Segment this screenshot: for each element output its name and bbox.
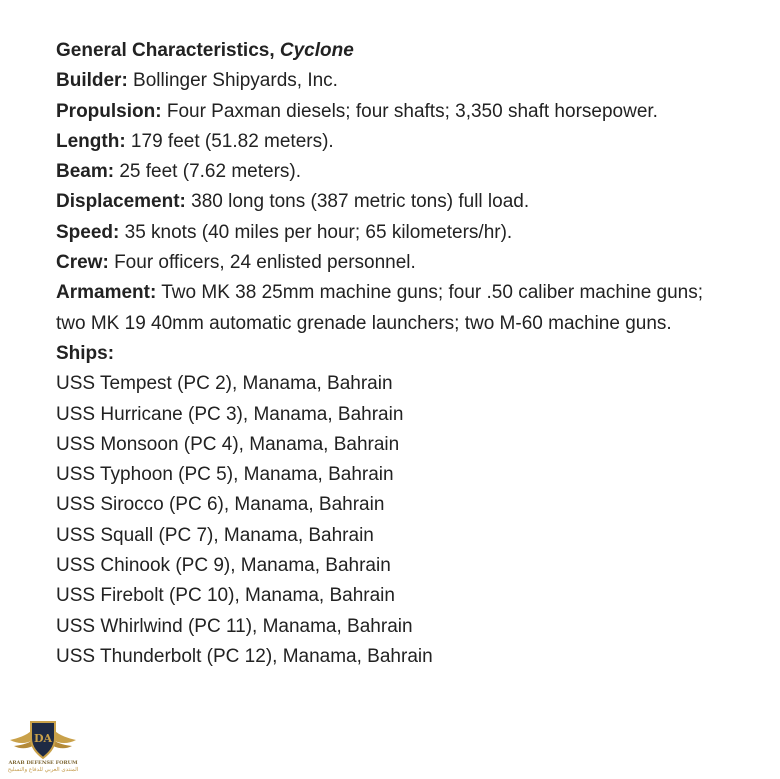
spec-value: 25 feet (7.62 meters). xyxy=(114,161,301,183)
spec-label: Builder: xyxy=(56,70,128,92)
list-item: USS Chinook (PC 9), Manama, Bahrain xyxy=(56,555,391,577)
logo-subtitle: المنتدى العربي للدفاع والتسليح xyxy=(7,767,79,773)
spec-beam xyxy=(56,157,736,187)
spec-builder xyxy=(56,66,736,96)
logo-initials: DA xyxy=(33,732,53,745)
list-item: USS Sirocco (PC 6), Manama, Bahrain xyxy=(56,494,385,516)
list-item: USS Squall (PC 7), Manama, Bahrain xyxy=(56,524,374,546)
watermark-logo xyxy=(2,716,84,778)
heading xyxy=(56,36,736,66)
spec-label: Armament: xyxy=(56,282,157,304)
list-item: USS Typhoon (PC 5), Manama, Bahrain xyxy=(56,464,394,486)
spec-label: Displacement: xyxy=(56,191,186,213)
logo-name: ARAB DEFENSE FORUM xyxy=(8,760,78,766)
list-item: USS Hurricane (PC 3), Manama, Bahrain xyxy=(56,403,404,425)
spec-value: 179 feet (51.82 meters). xyxy=(125,130,334,152)
spec-label: Beam: xyxy=(56,161,115,183)
spec-value: 35 knots (40 miles per hour; 65 kilometers/hr). xyxy=(119,221,513,243)
spec-label: Speed: xyxy=(56,221,120,243)
heading-prefix: General Characteristics, xyxy=(56,40,280,61)
spec-value: Bollinger Shipyards, Inc. xyxy=(127,70,338,92)
heading-class-name: Cyclone xyxy=(279,40,354,61)
spec-value: 380 long tons (387 metric tons) full load. xyxy=(185,191,530,213)
spec-displacement xyxy=(56,187,736,217)
spec-value: Four Paxman diesels; four shafts; 3,350 shaft horsepower. xyxy=(161,100,658,122)
ship-characteristics xyxy=(56,36,736,672)
winged-shield-logo-icon xyxy=(2,716,84,762)
ships-label: Ships: xyxy=(56,342,115,364)
spec-length xyxy=(56,127,736,157)
spec-label: Propulsion: xyxy=(56,100,162,122)
spec-armament xyxy=(56,278,736,339)
spec-label: Length: xyxy=(56,130,126,152)
spec-value: Four officers, 24 enlisted personnel. xyxy=(108,252,416,274)
list-item: USS Whirlwind (PC 11), Manama, Bahrain xyxy=(56,615,413,637)
list-item: USS Monsoon (PC 4), Manama, Bahrain xyxy=(56,433,400,455)
list-item: USS Tempest (PC 2), Manama, Bahrain xyxy=(56,373,393,395)
spec-propulsion xyxy=(56,97,736,127)
list-item: USS Thunderbolt (PC 12), Manama, Bahrain xyxy=(56,645,433,667)
spec-speed xyxy=(56,218,736,248)
list-item: USS Firebolt (PC 10), Manama, Bahrain xyxy=(56,585,395,607)
spec-label: Crew: xyxy=(56,252,109,274)
spec-value: Two MK 38 25mm machine guns; four .50 caliber machine guns; two MK 19 40mm automatic grenade launchers; two M-60 machine guns. xyxy=(56,282,704,334)
spec-crew xyxy=(56,248,736,278)
